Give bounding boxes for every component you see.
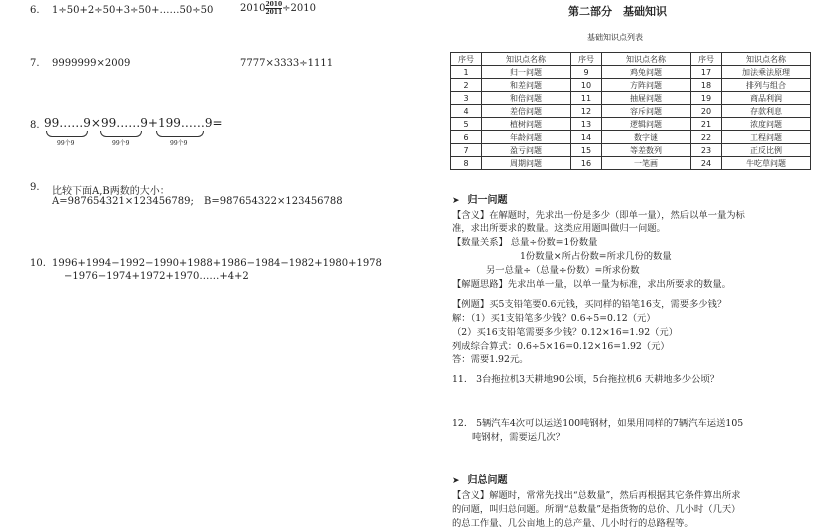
- q8-expression: [44, 116, 223, 130]
- table-cell: 商品利润: [722, 92, 811, 105]
- table-cell: 17: [691, 66, 722, 79]
- table-cell: 18: [691, 79, 722, 92]
- table-header: 序号: [451, 53, 482, 66]
- table-cell: 6: [451, 131, 482, 144]
- table-cell: 10: [571, 79, 602, 92]
- table-cell: 排列与组合: [722, 79, 811, 92]
- table-cell: 差倍问题: [482, 105, 571, 118]
- table-cell: 一笔画: [602, 157, 691, 170]
- table-cell: 4: [451, 105, 482, 118]
- table-cell: 3: [451, 92, 482, 105]
- table-row: [451, 131, 811, 144]
- table-row: [451, 79, 811, 92]
- table-row: [451, 92, 811, 105]
- question-11: 11. 3台拖拉机3天耕地90公顷，5台拖拉机6 天耕地多少公顷？: [452, 374, 720, 385]
- table-cell: 5: [451, 118, 482, 131]
- guizong-meaning-1: 【含义】解题时，常常先找出“总数量”，然后再根据其它条件算出所求: [452, 490, 741, 501]
- section-heading-text: 归总问题: [467, 475, 508, 486]
- guiyi-answer: 答：需要1.92元。: [452, 354, 529, 365]
- q8-subscript-3: 99个9: [170, 140, 188, 147]
- q8-term-1: 99……9: [44, 116, 91, 130]
- table-caption: 基础知识点列表: [587, 33, 643, 42]
- q8-term-3: 199……9: [157, 116, 213, 130]
- q8-term-2: 99……9: [100, 116, 148, 130]
- q9-value-b: B=987654322×123456788: [204, 196, 343, 207]
- question-12-line-1: 12. 5辆汽车4次可以运送100吨钢材，如果用同样的7辆汽车运送105: [452, 418, 744, 429]
- guiyi-relation-1: 【数量关系】 总量÷份数=1份数量: [452, 237, 598, 248]
- table-cell: 16: [571, 157, 602, 170]
- table-header: 知识点名称: [482, 53, 571, 66]
- table-cell: 归一问题: [482, 66, 571, 79]
- q8-subscript-1: 99个9: [57, 140, 75, 147]
- table-cell: 正反比例: [722, 144, 811, 157]
- q9-prompt: 比较下面A,B两数的大小：: [52, 186, 170, 197]
- table-cell: 抽屉问题: [602, 92, 691, 105]
- q6-expression-1: 1÷50+2÷50+3÷50+……50÷50: [52, 5, 214, 16]
- table-cell: 植树问题: [482, 118, 571, 131]
- table-cell: 20: [691, 105, 722, 118]
- arrow-bullet-icon: ➤: [452, 476, 460, 486]
- q6-number: 6.: [30, 5, 40, 16]
- table-cell: 2: [451, 79, 482, 92]
- q10-number: 10.: [30, 258, 46, 269]
- q8-equals: =: [212, 116, 223, 130]
- q6-whole: 2010: [240, 3, 266, 14]
- table-row: [451, 105, 811, 118]
- knowledge-table: [450, 52, 811, 170]
- q8-number: 8.: [30, 120, 40, 131]
- table-cell: 和倍问题: [482, 92, 571, 105]
- table-cell: 周期问题: [482, 157, 571, 170]
- guiyi-meaning-1: 【含义】在解题时，先求出一份是多少（即单一量），然后以单一量为标: [452, 210, 745, 221]
- q8-brace-2: [100, 131, 142, 137]
- question-12-line-2: 吨钢材，需要运几次？: [472, 432, 565, 443]
- guiyi-meaning-2: 准，求出所要求的数量。这类应用题叫做归一问题。: [452, 223, 666, 234]
- table-cell: 等差数列: [602, 144, 691, 157]
- table-cell: 24: [691, 157, 722, 170]
- q7-number: 7.: [30, 58, 40, 69]
- table-cell: 存款利息: [722, 105, 811, 118]
- table-cell: 14: [571, 131, 602, 144]
- q8-brace-1: [46, 131, 88, 137]
- guiyi-solution-1: 解：（1）买1支铅笔多少钱？0.6÷5=0.12（元）: [452, 313, 656, 324]
- section-heading-guiyi: [452, 191, 508, 206]
- table-cell: 11: [571, 92, 602, 105]
- guiyi-solution-3: 列成综合算式：0.6÷5×16=0.12×16=1.92（元）: [452, 341, 670, 352]
- table-cell: 鸡兔问题: [602, 66, 691, 79]
- q7-expression-2: 7777×3333÷1111: [240, 58, 334, 69]
- table-cell: 9: [571, 66, 602, 79]
- table-cell: 牛吃草问题: [722, 157, 811, 170]
- table-cell: 加法乘法原理: [722, 66, 811, 79]
- q6-fraction-numerator: 2010: [265, 1, 283, 8]
- table-header-row: [451, 53, 811, 66]
- table-cell: 逻辑问题: [602, 118, 691, 131]
- guiyi-relation-2: 1份数量×所占份数=所求几份的数量: [520, 251, 672, 262]
- table-cell: 13: [571, 118, 602, 131]
- table-cell: 容斥问题: [602, 105, 691, 118]
- table-cell: 和差问题: [482, 79, 571, 92]
- table-cell: 数字谜: [602, 131, 691, 144]
- q8-brace-3: [156, 131, 204, 137]
- guizong-meaning-3: 的总工作量、几公亩地上的总产量、几小时行的总路程等。: [452, 518, 694, 529]
- q6-fraction: [265, 1, 282, 16]
- table-cell: 12: [571, 105, 602, 118]
- guiyi-solving-idea: 【解题思路】先求出单一量，以单一量为标准，求出所要求的数量。: [452, 279, 731, 290]
- arrow-bullet-icon: ➤: [452, 196, 460, 206]
- q9-value-a: A=987654321×123456789;: [52, 196, 194, 207]
- q6-divisor: ÷2010: [282, 3, 316, 14]
- table-cell: 年龄问题: [482, 131, 571, 144]
- table-cell: 方阵问题: [602, 79, 691, 92]
- table-cell: 19: [691, 92, 722, 105]
- q8-operator-2: +: [147, 116, 158, 130]
- q6-expression-2: [240, 1, 316, 16]
- guiyi-relation-3: 另一总量÷（总量÷份数）=所求份数: [486, 265, 640, 276]
- table-header: 知识点名称: [722, 53, 811, 66]
- table-body: [451, 66, 811, 170]
- table-cell: 21: [691, 118, 722, 131]
- section-heading-guizong: [452, 471, 508, 486]
- table-cell: 1: [451, 66, 482, 79]
- table-row: [451, 144, 811, 157]
- guizong-meaning-2: 的问题，叫归总问题。所谓“总数量”是指货物的总价、几小时（几天）: [452, 504, 741, 515]
- table-header: 序号: [691, 53, 722, 66]
- q8-subscript-2: 99个9: [112, 140, 130, 147]
- table-row: [451, 66, 811, 79]
- section-heading-text: 归一问题: [467, 195, 508, 206]
- q8-operator-1: ×: [90, 116, 101, 130]
- guiyi-example: 【例题】买5支铅笔要0.6元钱，买同样的铅笔16支，需要多少钱？: [452, 299, 727, 310]
- table-header: 序号: [571, 53, 602, 66]
- q9-number: 9.: [30, 182, 40, 193]
- table-cell: 7: [451, 144, 482, 157]
- table-row: [451, 157, 811, 170]
- table-cell: 盈亏问题: [482, 144, 571, 157]
- table-cell: 23: [691, 144, 722, 157]
- table-cell: 15: [571, 144, 602, 157]
- q10-line-2: −1976−1974+1972+1970……+4+2: [64, 271, 249, 282]
- q7-expression-1: 9999999×2009: [52, 58, 131, 69]
- q6-fraction-denominator: 2011: [265, 9, 283, 16]
- table-cell: 8: [451, 157, 482, 170]
- table-cell: 22: [691, 131, 722, 144]
- table-cell: 工程问题: [722, 131, 811, 144]
- part-title: 第二部分 基础知识: [568, 5, 667, 18]
- q10-line-1: 1996+1994−1992−1990+1988+1986−1984−1982+1980+1978: [52, 258, 382, 269]
- table-header: 知识点名称: [602, 53, 691, 66]
- table-row: [451, 118, 811, 131]
- table-cell: 浓度问题: [722, 118, 811, 131]
- guiyi-solution-2: （2）买16支铅笔需要多少钱？0.12×16=1.92（元）: [452, 327, 679, 338]
